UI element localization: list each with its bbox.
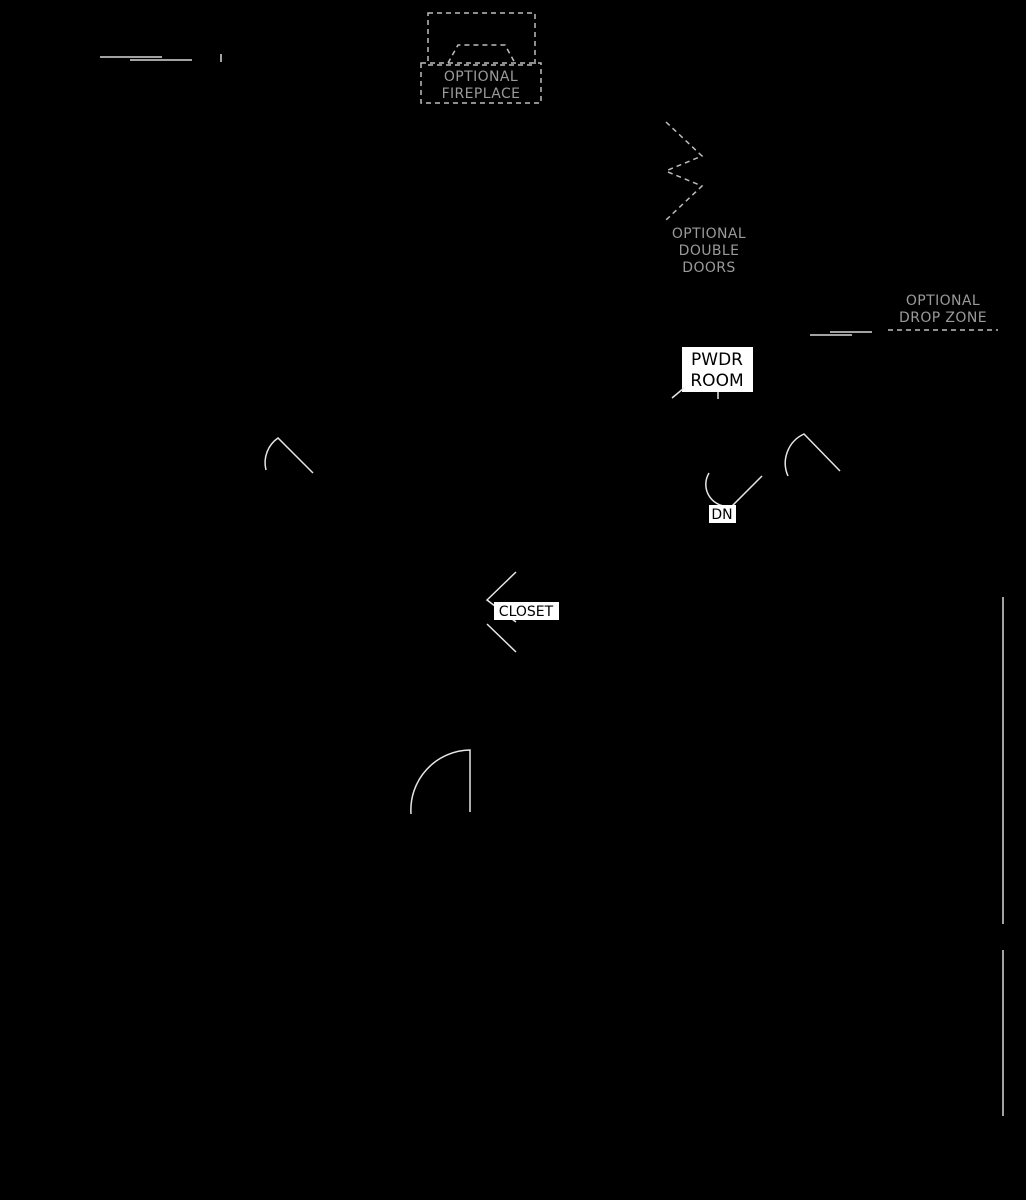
pwdr-room-label-line1: PWDR [691,350,743,370]
optional-fireplace [421,13,541,103]
drop-zone-label-line2: DROP ZONE [899,310,987,326]
double-doors-label-line3: DOORS [682,260,736,276]
top-left-wall-marks [100,54,221,62]
stair-down [706,473,762,523]
pwdr-room-label-line2: ROOM [690,371,744,391]
drop-zone-label-line1: OPTIONAL [905,293,981,309]
door-swing-left [265,438,313,473]
optional-double-doors [666,122,746,276]
fireplace-label-line2: FIREPLACE [441,86,521,102]
double-doors-label-line1: OPTIONAL [671,226,747,242]
optional-drop-zone [810,293,998,335]
dn-label: DN [711,507,733,523]
fireplace-label-line1: OPTIONAL [443,69,519,85]
closet-label: CLOSET [498,604,554,620]
double-doors-label-line2: DOUBLE [678,243,740,259]
door-swing-right [785,434,840,476]
door-swing-lower [411,750,470,814]
closet [487,572,559,652]
powder-room [672,347,753,399]
